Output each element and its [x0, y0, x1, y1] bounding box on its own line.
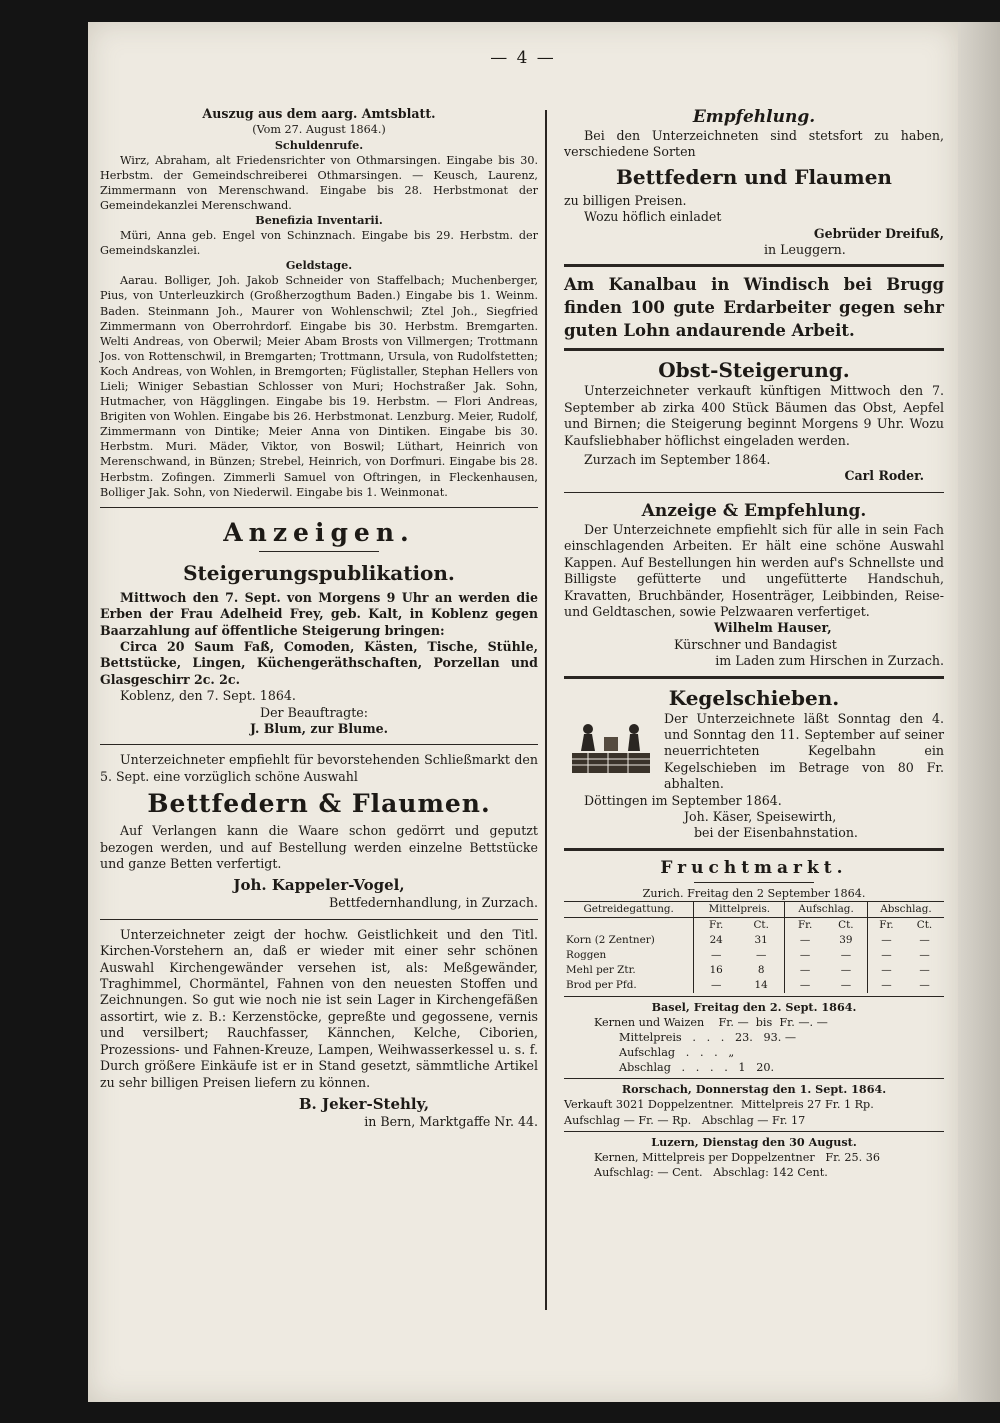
divider [564, 1131, 944, 1132]
cell: — [694, 948, 738, 963]
cell: — [785, 978, 825, 993]
table-row [564, 933, 944, 948]
obst-text: Unterzeichneter verkauft künftigen Mittwoch den 7. September ab zirka 400 Stück Bäumen das Obst, Aepfel und Birnen; die Steigerung beginnt Morgens 9 Uhr. Wozu Kaufsliebhaber höflichst eingeladen werden. [564, 383, 944, 448]
kegel-sig2: bei der Eisenbahnstation. [694, 825, 858, 841]
basel-line: Abschlag . . . . 1 20. [619, 1061, 775, 1075]
cell: 24 [694, 933, 738, 948]
cell: — [867, 933, 905, 948]
steigerung-date: Koblenz, den 7. Sept. 1864. [120, 688, 296, 704]
subheader: Fr. [867, 917, 905, 933]
subheader: Ct. [753, 918, 769, 931]
cell: — [785, 948, 825, 963]
divider [564, 676, 944, 679]
bettfedern-ad [100, 752, 538, 911]
steigerung-text: Mittwoch den 7. Sept. von Morgens 9 Uhr an werden die Erben der Frau Adelheid Frey, geb. Kalt, in Koblenz gegen Baarzahlung auf öffentliche Steigerung bringen: [100, 589, 538, 638]
zurich-heading: Zurich. Freitag den 2 September 1864. [642, 886, 866, 900]
cell: — [785, 963, 825, 978]
empfehlung-text3: Wozu höflich einladet [584, 209, 722, 225]
zurich-price-table [564, 901, 944, 993]
empfehlung-sig1: Gebrüder Dreifuß, [813, 225, 944, 241]
divider [694, 882, 814, 883]
bettfedern-intro: Unterzeichneter empfiehlt für bevorstehenden Schließmarkt den 5. Sept. eine vorzüglich schöne Auswahl [100, 752, 538, 784]
cell: 31 [754, 933, 768, 946]
table-row [564, 948, 944, 963]
subheader: Fr. [694, 917, 738, 933]
kirchen-ad [100, 927, 538, 1130]
amtsblatt-section [100, 106, 538, 500]
steigerung-title: Steigerungspublikation. [183, 560, 455, 585]
fruchtmarkt-title: Fruchtmarkt. [660, 857, 848, 878]
bettfedern-title: Bettfedern & Flaumen. [147, 789, 491, 819]
cell: — [919, 978, 930, 991]
table-header: Mittelpreis. [694, 901, 785, 917]
subheader: Ct. [916, 918, 933, 931]
divider [564, 1078, 944, 1079]
kegel-sig1: Joh. Käser, Speisewirth, [684, 808, 837, 824]
kegel-text: Der Unterzeichnete läßt Sonntag den 4. und Sonntag den 11. September auf seiner neuerrichteten Kegelbahn ein Kegelschieben im Betrage von 80 Fr. abhalten. [664, 710, 944, 792]
fruchtmarkt-section [564, 857, 944, 1180]
divider [564, 348, 944, 351]
newspaper-page [88, 22, 958, 1402]
cell: — [840, 948, 852, 961]
cell: — [840, 978, 852, 991]
geldstage-heading: Geldstage. [285, 258, 353, 273]
empfehlung-sig2: in Leuggern. [764, 242, 846, 258]
divider [564, 996, 944, 997]
kappen-sig2: Kürschner und Bandagist [674, 636, 837, 652]
luzern-heading: Luzern, Dienstag den 30 August. [651, 1134, 857, 1149]
geldstage-text: Aarau. Bolliger, Joh. Jakob Schneider von Staffelbach; Muchenberger, Pius, von Unterleuzkirch (Großherzogthum Baden.) Eingabe bis 1. Weinm. Baden. Steinmann Joh., Maurer von Wohlenschwil; Ztel Joh., Siegfried Zimmermann von Oberrohrdorf. Eingabe bis 30. Herbstm. Bremgarten. Welti Andreas, von Oberwil; Meier Abam Brosts von Villmergen; Trottmann Jos. von Rottenschwil, in Bremgarten; Trottmann, Ursula, von Rudolfstetten; Koch Andreas, von Wohlen, in Bremgorten; Füglistaller, Stephan Hellers von Lieli; Winiger Sebastian Schlosser von Muri; Hochstraßer Jak. Sohn, Hutmacher, von Hägglingen. Eingabe bis 19. Herbstm. — Flori Andreas, Brigiten von Wohlen. Eingabe bis 26. Herbstmonat. Lenzburg. Meier, Rudolf, Zimmermann von Dintike; Meier Anna von Dintiken. Eingabe bis 30. Herbstm. Muri. Mäder, Viktor, von Boswil; Lüthart, Heinrich von Merenschwand, in Bünzen; Strebel, Heinrich, von Dorfmuri. Eingabe bis 28. Herbstm. Zofingen. Zimmerli Samuel von Oftringen, in Fleckenhausen, Bolliger Jak. Sohn, von Niederwil. Eingabe bis 1. Weinmonat. [100, 274, 538, 499]
next-page-edge [958, 22, 1000, 1402]
basel-line: Mittelpreis . . . 23. 93. — [619, 1031, 797, 1045]
cell: — [867, 948, 905, 963]
obst-ad [564, 357, 944, 484]
bettfedern-text: Auf Verlangen kann die Waare schon gedörrt und geputzt bezogen werden, und auf Bestellung werden einzelne Bettstücke und ganze Betten verfertigt. [100, 823, 538, 872]
cell: — [785, 933, 825, 948]
kirchen-sig2: in Bern, Marktgaffe Nr. 44. [364, 1113, 538, 1129]
cell: — [867, 963, 905, 978]
empfehlung-big: Bettfedern und Flaumen [616, 164, 892, 189]
table-row [564, 978, 944, 993]
column-divider [545, 110, 547, 1310]
cell: — [867, 978, 905, 993]
cell: — [919, 933, 930, 946]
cell: 14 [754, 978, 768, 991]
kappen-sig3: im Laden zum Hirschen in Zurzach. [715, 653, 944, 669]
cell: 8 [757, 963, 765, 976]
steigerung-items: Circa 20 Saum Faß, Comoden, Kästen, Tische, Stühle, Bettstücke, Lingen, Küchengeräthschaften, Porzellan und Glasgeschirr 2c. 2c. [100, 638, 538, 687]
luzern-line: Aufschlag: — Cent. Abschlag: 142 Cent. [594, 1165, 828, 1179]
anzeigen-heading: Anzeigen. [223, 517, 415, 547]
amtsblatt-title: Auszug aus dem aarg. Amtsblatt. [202, 106, 436, 121]
kappen-sig1: Wilhelm Hauser, [714, 620, 832, 636]
divider [564, 492, 944, 493]
table-header: Abschlag. [867, 901, 944, 917]
basel-line: Aufschlag . . . „ [619, 1046, 735, 1060]
steigerung-sig2: J. Blum, zur Blume. [250, 721, 389, 736]
schuldenrufe-text: Wirz, Abraham, alt Friedensrichter von Othmarsingen. Eingabe bis 30. Herbstm. der Gemeindschreiberei Othmarsingen. — Keusch, Laurenz, Zimmermann von Merenschwand. Eingabe bis 28. Herbstmonat der Gemeindekanzlei Merenschwand. [100, 153, 538, 212]
divider [100, 919, 538, 920]
benefizia-heading: Benefizia Inventarii. [255, 212, 383, 227]
empfehlung-title: Empfehlung. [692, 107, 816, 127]
cell: — [919, 963, 930, 976]
kappen-title: Anzeige & Empfehlung. [641, 500, 867, 521]
empfehlung-text2: zu billigen Preisen. [564, 192, 687, 208]
row-label: Mehl per Ztr. [566, 963, 636, 976]
cell: — [840, 963, 852, 976]
row-label: Brod per Pfd. [566, 978, 637, 991]
left-column [100, 106, 538, 1130]
kappen-ad [564, 500, 944, 670]
subheader: Ct. [838, 918, 854, 931]
right-column [564, 106, 944, 1180]
basel-heading: Basel, Freitag den 2. Sept. 1864. [651, 999, 857, 1014]
obst-title: Obst-Steigerung. [658, 358, 850, 383]
cell: — [755, 948, 767, 961]
divider [564, 848, 944, 851]
bettfedern-sig1: Joh. Kappeler-Vogel, [233, 876, 405, 895]
cell: 16 [694, 963, 738, 978]
kirchen-sig1: B. Jeker-Stehly, [298, 1094, 430, 1113]
divider [564, 264, 944, 267]
benefizia-text: Müri, Anna geb. Engel von Schinznach. Eingabe bis 29. Herbstm. der Gemeindskanzlei. [100, 229, 538, 258]
divider [259, 551, 379, 552]
subheader: Fr. [785, 917, 825, 933]
schuldenrufe-heading: Schuldenrufe. [274, 137, 364, 152]
table-row [564, 963, 944, 978]
rorschach-line: Aufschlag — Fr. — Rp. Abschlag — Fr. 17 [564, 1113, 806, 1127]
steigerung-sig1: Der Beauftragte: [260, 704, 368, 720]
kegel-ad [564, 685, 944, 842]
empfehlung-text: Bei den Unterzeichneten sind stetsfort zu haben, verschiedene Sorten [564, 128, 944, 160]
divider [100, 744, 538, 745]
obst-sig: Carl Roder. [844, 468, 924, 484]
row-label: Korn (2 Zentner) [566, 933, 655, 946]
kirchen-text: Unterzeichneter zeigt der hochw. Geistlichkeit und den Titl. Kirchen-Vorstehern an, daß er wieder mit einer sehr schönen Auswahl Kirchengewänder versehen ist, als: Meßgewänder, Traghimmel, Chormäntel, Fahnen von den neuesten Stoffen und Zeichnungen. So gut wie noch nie ist sein Lager in Kirchengefäßen assortirt, wie z. B.: Kerzenstöcke, gepreßte und gegossene, vernis und versilbert; Rauchfasser, Kännchen, Kelche, Ciborien, Prozessions- und Fahnen-Kreuze, Lampen, Weihwasserkessel u. s. f. Durch größere Einkäufe ist er in Stand gesetzt, sämmtliche Artikel zu sehr billigen Preisen liefern zu können. [100, 926, 538, 1090]
kegel-title: Kegelschieben. [668, 685, 840, 710]
rorschach-line: Verkauft 3021 Doppelzentner. Mittelpreis 27 Fr. 1 Rp. [564, 1098, 874, 1112]
steigerung-ad [100, 560, 538, 738]
amtsblatt-subtitle: (Vom 27. August 1864.) [252, 123, 386, 137]
kappen-text: Der Unterzeichnete empfiehlt sich für alle in sein Fach einschlagenden Arbeiten. Er hält eine schöne Auswahl Kappen. Auf Bestellungen hin werden auf's Schnellste und Billigste gefütterte und ungefütterte Handschuh, Kravatten, Bruchbänder, Hosenträger, Leibbinden, Reise- und Geldtaschen, sowie Pelzwaaren verfertiget. [564, 521, 944, 619]
table-header: Aufschlag. [785, 901, 868, 917]
cell: — [919, 948, 930, 961]
kanalbau-ad: Am Kanalbau in Windisch bei Brugg finden 100 gute Erdarbeiter gegen sehr guten Lohn andaurende Arbeit. [564, 275, 944, 341]
row-label: Roggen [566, 948, 607, 961]
page-number: — 4 — [490, 48, 556, 68]
divider [100, 507, 538, 508]
table-header: Getreidegattung. [564, 901, 694, 917]
bettfedern-sig2: Bettfedernhandlung, in Zurzach. [328, 895, 538, 911]
luzern-line: Kernen, Mittelpreis per Doppelzentner Fr. 25. 36 [594, 1150, 880, 1164]
obst-date: Zurzach im September 1864. [584, 452, 771, 468]
bowling-illustration [568, 715, 654, 779]
cell: 39 [839, 933, 853, 946]
rorschach-heading: Rorschach, Donnerstag den 1. Sept. 1864. [621, 1082, 887, 1097]
empfehlung-ad [564, 106, 944, 258]
basel-line: Kernen und Waizen Fr. — bis Fr. —. — [594, 1015, 828, 1029]
cell: — [694, 978, 738, 993]
kegel-date: Döttingen im September 1864. [584, 792, 782, 808]
